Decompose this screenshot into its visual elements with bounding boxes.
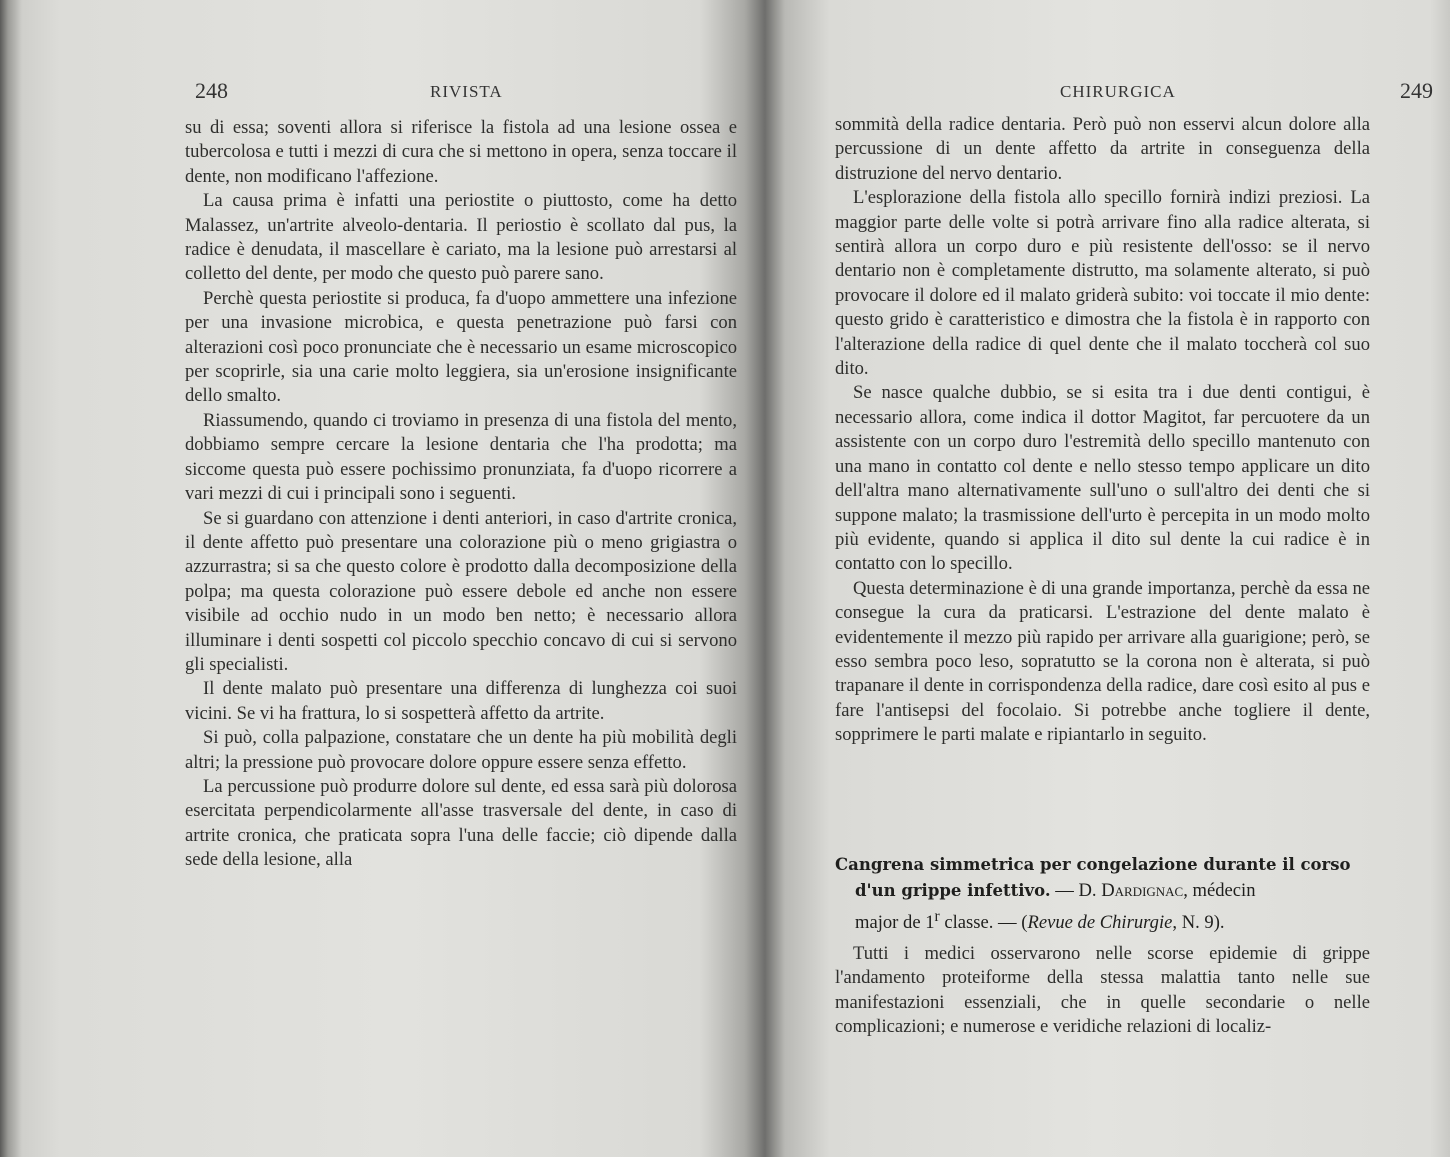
paragraph: Riassumendo, quando ci troviamo in presenza di una fistola del mento, dobbiamo sempre cercare la lesione dentaria che l'ha prodotta; ma siccome questa può essere pochissimo pronunziata, fa d'uopo ricorrere a vari mezzi di cui i principali sono i seguenti. (185, 409, 737, 505)
left-page-body (185, 116, 737, 873)
source-prefix: classe. — ( (939, 912, 1028, 934)
article-title: Cangrena simmetrica per congelazione durante il corso (835, 855, 1351, 874)
paragraph: su di essa; soventi allora si riferisce la fistola ad una lesione ossea e tubercolosa e tutti i mezzi di cura che si mettono in opera, senza toccare il dente, non modificano l'affezione. (185, 117, 737, 187)
paragraph: Questa determinazione è di una grande importanza, perchè da essa ne consegue la cura da praticarsi. L'estrazione del dente malato è evidentemente il mezzo più rapido per arrivare alla guarigione; però, se esso sembra poco leso, sopratutto se la corona non è alterata, si può trapanare il dente in corrispondenza della radice, dare così esito al pus e fare l'antisepsi del focolaio. Si potrebbe anche togliere il dente, sopprimere le parti malate e ripiantarlo in seguito. (835, 577, 1370, 746)
running-head: RIVISTA (430, 82, 503, 101)
page-number: 249 (1400, 78, 1433, 103)
separator: — D. (1050, 880, 1102, 901)
paragraph: sommità della radice dentaria. Però può non esservi alcun dolore alla percussione di un dente affetto da artrite in conseguenza della distruzione del nervo dentario. (835, 114, 1370, 184)
ordinal-suffix: r (934, 908, 940, 925)
running-head: CHIRURGICA (1060, 82, 1176, 101)
right-page-body (835, 113, 1370, 748)
author-rank: major de 1 (855, 912, 935, 934)
paragraph: La percussione può produrre dolore sul dente, ed essa sarà più dolorosa esercitata perpendicolarmente all'asse trasversale del dente, in caso di artrite cronica, che praticata sopra l'una delle faccie; ciò dipende dalla sede della lesione, alla (185, 775, 737, 871)
article-heading (835, 852, 1370, 936)
paragraph: Si può, colla palpazione, constatare che un dente ha più mobilità degli altri; la pressione può provocare dolore oppure essere senza effetto. (185, 727, 737, 773)
paragraph: L'esplorazione della fistola allo specillo fornirà indizi preziosi. La maggior parte delle volte si potrà arrivare fino alla radice alterata, si sentirà allora un corpo duro e più resistente dell'osso: se il nervo dentario non è completamente distrutto, ma solamente alterato, si può provocare il dolore ed il malato griderà subito: voi toccate il mio dente: questo grido è caratteristico e dimostra che la fistola è in rapporto con l'alterazione della radice di quel dente che il malato toccherà col suo dito. (835, 187, 1370, 380)
paragraph: Perchè questa periostite si produca, fa d'uopo ammettere una infezione per una invasione microbica, e questa penetrazione può farsi con alterazioni così poco pronunciate che è necessario un esame microscopico per scoprirle, sia una carie molto leggiera, sia un'erosione insignificante dello smalto. (185, 287, 737, 407)
paragraph: Il dente malato può presentare una differenza di lunghezza coi suoi vicini. Se vi ha frattura, lo si sospetterà affetto da artrite. (185, 678, 737, 724)
article-body (835, 942, 1370, 1040)
article-title-cont: d'un grippe infettivo. (855, 881, 1051, 900)
paragraph: Se si guardano con attenzione i denti anteriori, in caso d'artrite cronica, il dente affetto può presentare una colorazione più o meno grigiastra o azzurrastra; si sa che questo colore è prodotto dalla decomposizione della polpa; ma questa colorazione può essere debole ed anche non essere visibile ad occhio nudo in un modo ben netto; è necessario allora illuminare i denti sospetti col piccolo specchio concavo di cui si servono gli specialisti. (185, 507, 737, 675)
source-journal: Revue de Chirurgie (1027, 912, 1173, 934)
paragraph: La causa prima è infatti una periostite o piuttosto, come ha detto Malassez, un'artrite alveolo-dentaria. Il periostio è scollato dal pus, la radice è denudata, il mascellare è cariato, ma la lesione può arrestarsi al colletto del dente, per modo che questo può parere sano. (185, 190, 737, 285)
author-role: , médecin (1183, 880, 1256, 901)
right-page (765, 0, 1450, 1157)
paragraph: Se nasce qualche dubbio, se si esita tra i due denti contigui, è necessario allora, come indica il dottor Magitot, far percuotere da un assistente con un corpo duro l'estremità dello specillo mantenuto con una mano in contatto col dente e nello stesso tempo applicare un dito dell'altra mano alternativamente sull'uno o sull'altro dei denti che si suppone malato; la trasmissione dell'urto è percepita in un modo molto più evidente, quando si applica il dito sul dente la cui radice è in contatto con lo specillo. (835, 382, 1370, 575)
source-issue: , N. 9). (1172, 912, 1225, 934)
author-name: Dardignac (1101, 880, 1184, 901)
page-number: 248 (195, 78, 228, 103)
paragraph: Tutti i medici osservarono nelle scorse epidemie di grippe l'andamento proteiforme della stessa malattia tanto nelle sue manifestazioni essenziali, che in quelle secondarie o nelle complicazioni; e numerose e veridiche relazioni di localiz- (835, 943, 1370, 1038)
